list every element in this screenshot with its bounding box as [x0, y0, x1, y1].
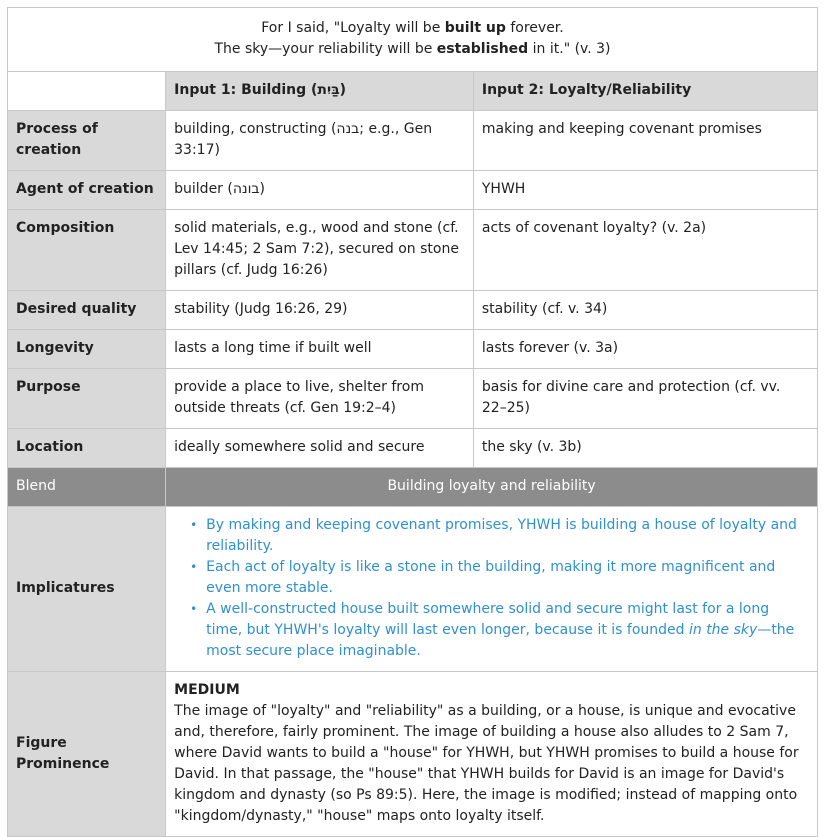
- implicatures-row: [8, 507, 818, 672]
- implicatures-label: Implicatures: [8, 507, 166, 672]
- list-item: • By making and keeping covenant promises, YHWH is building a house of loyalty and reliability.: [206, 515, 809, 557]
- blend-analysis-table: [7, 7, 818, 837]
- row-input2-cell: lasts forever (v. 3a): [473, 330, 817, 369]
- header-input1: Input 1: Building (בַּיִת): [166, 72, 474, 111]
- table-row: [8, 369, 818, 429]
- row-label: Location: [8, 429, 166, 468]
- row-input1-cell: stability (Judg 16:26, 29): [166, 291, 474, 330]
- table-row: [8, 171, 818, 210]
- list-item: • A well-constructed house built somewhere solid and secure might last for a long time, but YHWH's loyalty will last even longer, because it is founded in the sky—the most secure place imaginable.: [206, 599, 809, 662]
- verse-row: [8, 8, 818, 72]
- verse-line-1: For I said, "Loyalty will be built up forever.: [261, 20, 564, 36]
- row-label: Agent of creation: [8, 171, 166, 210]
- row-label: Desired quality: [8, 291, 166, 330]
- row-label: Longevity: [8, 330, 166, 369]
- row-input1-cell: solid materials, e.g., wood and stone (cf. Lev 14:45; 2 Sam 7:2), secured on stone pillars (cf. Judg 16:26): [166, 210, 474, 291]
- prominence-level: MEDIUM: [174, 682, 240, 698]
- prominence-cell: [166, 672, 818, 837]
- prominence-row: [8, 672, 818, 837]
- blend-row: [8, 468, 818, 507]
- list-item: • Each act of loyalty is like a stone in the building, making it more magnificent and even more stable.: [206, 557, 809, 599]
- prominence-text: The image of "loyalty" and "reliability" as a building, or a house, is unique and evocative and, therefore, fairly prominent. The image of building a house also alludes to 2 Sam 7, where David wants to build a "house" for YHWH, but YHWH promises to build a house for David. In that passage, the "house" that YHWH builds for David is an image for David's kingdom and dynasty (so Ps 89:5). Here, the image is modified; instead of mapping onto "kingdom/dynasty," "house" maps onto loyalty itself.: [174, 703, 799, 824]
- row-input1-cell: building, constructing (בנה; e.g., Gen 33:17): [166, 111, 474, 171]
- row-input1-cell: lasts a long time if built well: [166, 330, 474, 369]
- row-input1-cell: provide a place to live, shelter from outside threats (cf. Gen 19:2–4): [166, 369, 474, 429]
- row-input2-cell: the sky (v. 3b): [473, 429, 817, 468]
- header-row: [8, 72, 818, 111]
- table-row: [8, 210, 818, 291]
- row-input2-cell: stability (cf. v. 34): [473, 291, 817, 330]
- header-empty-cell: [8, 72, 166, 111]
- row-input1-cell: ideally somewhere solid and secure: [166, 429, 474, 468]
- blend-title: Building loyalty and reliability: [166, 468, 818, 507]
- row-input2-cell: YHWH: [473, 171, 817, 210]
- table-row: [8, 429, 818, 468]
- prominence-label: Figure Prominence: [8, 672, 166, 837]
- table-row: [8, 330, 818, 369]
- row-label: Process of creation: [8, 111, 166, 171]
- header-input2: Input 2: Loyalty/Reliability: [473, 72, 817, 111]
- implicatures-cell: [166, 507, 818, 672]
- row-label: Composition: [8, 210, 166, 291]
- row-input1-cell: builder (בונה): [166, 171, 474, 210]
- verse-quote: [8, 8, 818, 72]
- implicatures-list: [174, 515, 809, 662]
- row-input2-cell: making and keeping covenant promises: [473, 111, 817, 171]
- row-input2-cell: acts of covenant loyalty? (v. 2a): [473, 210, 817, 291]
- verse-line-2: The sky—your reliability will be established in it." (v. 3): [214, 41, 611, 57]
- row-input2-cell: basis for divine care and protection (cf. vv. 22–25): [473, 369, 817, 429]
- table-row: [8, 291, 818, 330]
- table-row: [8, 111, 818, 171]
- blend-label: Blend: [8, 468, 166, 507]
- row-label: Purpose: [8, 369, 166, 429]
